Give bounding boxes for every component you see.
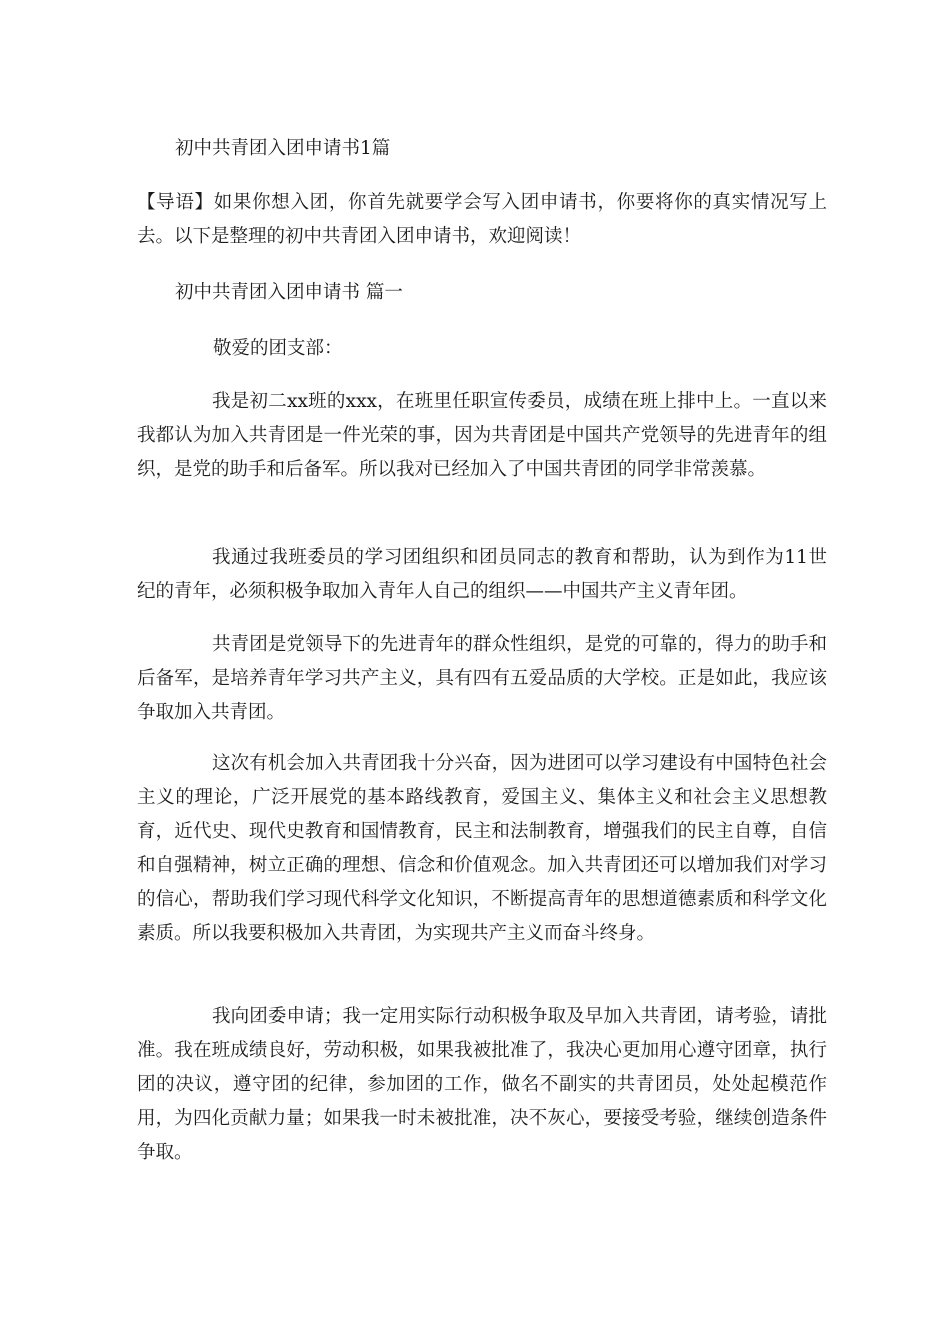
document-title: 初中共青团入团申请书1篇 [175,138,391,159]
salutation: 敬爱的团支部： [213,338,343,359]
intro-paragraph [137,186,827,254]
section-subtitle: 初中共青团入团申请书 篇一 [175,282,403,303]
body-paragraph-1: 我是初二xx班的xxx，在班里任职宣传委员，成绩在班上排中上。一直以来我都认为加入共青团是一件光荣的事，因为共青团是中国共产党领导的先进青年的组织，是党的助手和后备军。所以我对已经加入了中国共青团的同学非常羡慕。 [137,391,827,480]
intro-label: 【导语】 [137,192,214,213]
intro-text: 如果你想入团，你首先就要学会写入团申请书，你要将你的真实情况写上去。以下是整理的初中共青团入团申请书，欢迎阅读！ [137,192,827,247]
body-paragraph-5: 我向团委申请；我一定用实际行动积极争取及早加入共青团，请考验，请批准。我在班成绩良好，劳动积极，如果我被批准了，我决心更加用心遵守团章，执行团的决议，遵守团的纪律，参加团的工作，做名不副实的共青团员，处处起模范作用，为四化贡献力量；如果我一时未被批准，决不灰心，要接受考验，继续创造条件争取。 [137,1006,827,1163]
body-paragraph-2: 我通过我班委员的学习团组织和团员同志的教育和帮助，认为到作为11世纪的青年，必须积极争取加入青年人自己的组织——中国共产主义青年团。 [137,547,827,602]
body-paragraph-3: 共青团是党领导下的先进青年的群众性组织，是党的可靠的，得力的助手和后备军，是培养青年学习共产主义，具有四有五爱品质的大学校。正是如此，我应该争取加入共青团。 [137,634,827,723]
body-paragraph-4: 这次有机会加入共青团我十分兴奋，因为进团可以学习建设有中国特色社会主义的理论，广泛开展党的基本路线教育，爱国主义、集体主义和社会主义思想教育，近代史、现代史教育和国情教育，民主和法制教育，增强我们的民主自尊，自信和自强精神，树立正确的理想、信念和价值观念。加入共青团还可以增加我们对学习的信心，帮助我们学习现代科学文化知识，不断提高青年的思想道德素质和科学文化素质。所以我要积极加入共青团，为实现共产主义而奋斗终身。 [137,753,827,944]
